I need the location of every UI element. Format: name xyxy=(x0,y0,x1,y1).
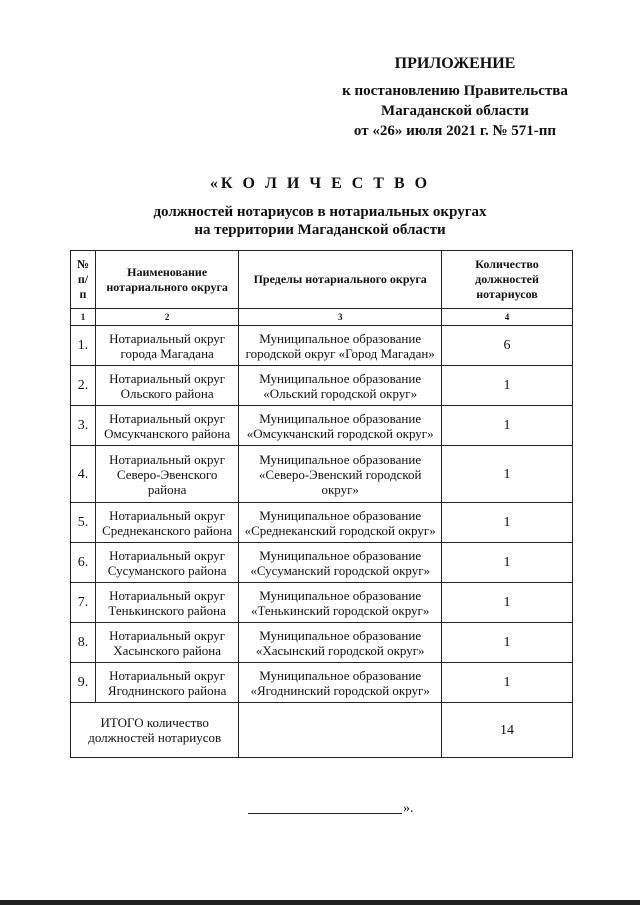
row-num: 4. xyxy=(71,446,96,503)
scan-bottom-edge xyxy=(0,900,640,905)
col-number: 3 xyxy=(239,309,442,326)
closing-quote: ». xyxy=(403,801,414,816)
row-count: 6 xyxy=(442,326,573,366)
notary-table xyxy=(70,250,573,758)
row-count: 1 xyxy=(442,366,573,406)
header-count: Количество должностей нотариусов xyxy=(442,251,573,309)
table-row xyxy=(71,623,573,663)
row-count: 1 xyxy=(442,446,573,503)
col-number: 4 xyxy=(442,309,573,326)
row-count: 1 xyxy=(442,583,573,623)
signature-line xyxy=(248,813,402,814)
row-num: 6. xyxy=(71,543,96,583)
row-name: Нотариальный округ Тенькинского района xyxy=(95,583,238,623)
appendix-line-2: Магаданской области xyxy=(381,103,529,119)
row-count: 1 xyxy=(442,543,573,583)
row-limits: Муниципальное образование «Ягоднинский городской округ» xyxy=(239,663,442,703)
row-num: 3. xyxy=(71,406,96,446)
table-row xyxy=(71,366,573,406)
col-number: 2 xyxy=(95,309,238,326)
row-name: Нотариальный округ Ольского района xyxy=(95,366,238,406)
row-num: 9. xyxy=(71,663,96,703)
title-heading: «К О Л И Ч Е С Т В О xyxy=(209,175,431,192)
row-name: Нотариальный округ Хасынского района xyxy=(95,623,238,663)
row-limits: Муниципальное образование «Тенькинский городской округ» xyxy=(239,583,442,623)
row-num: 2. xyxy=(71,366,96,406)
appendix-line-1: к постановлению Правительства xyxy=(342,83,568,99)
row-num: 7. xyxy=(71,583,96,623)
total-label: ИТОГО количество должностей нотариусов xyxy=(71,703,239,758)
row-count: 1 xyxy=(442,663,573,703)
row-name: Нотариальный округ Северо-Эвенского района xyxy=(95,446,238,503)
header-num: № п/п xyxy=(71,251,96,309)
row-count: 1 xyxy=(442,623,573,663)
total-empty-cell xyxy=(239,703,442,758)
row-num: 1. xyxy=(71,326,96,366)
row-limits: Муниципальное образование городской округ «Город Магадан» xyxy=(239,326,442,366)
row-limits: Муниципальное образование «Хасынский городской округ» xyxy=(239,623,442,663)
table-row xyxy=(71,503,573,543)
row-name: Нотариальный округ Сусуманского района xyxy=(95,543,238,583)
total-count: 14 xyxy=(442,703,573,758)
row-num: 8. xyxy=(71,623,96,663)
table-row xyxy=(71,663,573,703)
appendix-line-3: от «26» июля 2021 г. № 571-пп xyxy=(353,123,557,139)
table-row xyxy=(71,583,573,623)
appendix-title: ПРИЛОЖЕНИЕ xyxy=(394,55,516,72)
row-name: Нотариальный округ Омсукчанского района xyxy=(95,406,238,446)
header-limits: Пределы нотариального округа xyxy=(239,251,442,309)
row-name: Нотариальный округ Среднеканского района xyxy=(95,503,238,543)
table-row xyxy=(71,326,573,366)
row-limits: Муниципальное образование «Северо-Эвенский городской округ» xyxy=(239,446,442,503)
row-name: Нотариальный округ города Магадана xyxy=(95,326,238,366)
row-count: 1 xyxy=(442,503,573,543)
document-title xyxy=(70,175,570,239)
header-name: Наименование нотариального округа xyxy=(95,251,238,309)
table-row xyxy=(71,543,573,583)
appendix-block xyxy=(300,54,610,141)
row-limits: Муниципальное образование «Ольский городской округ» xyxy=(239,366,442,406)
row-limits: Муниципальное образование «Омсукчанский городской округ» xyxy=(239,406,442,446)
row-num: 5. xyxy=(71,503,96,543)
table-row xyxy=(71,406,573,446)
title-subtitle-1: должностей нотариусов в нотариальных округах xyxy=(153,204,487,220)
row-name: Нотариальный округ Ягоднинского района xyxy=(95,663,238,703)
row-limits: Муниципальное образование «Сусуманский городской округ» xyxy=(239,543,442,583)
title-subtitle-2: на территории Магаданской области xyxy=(194,222,446,238)
table-header-row xyxy=(71,251,573,309)
total-row xyxy=(71,703,573,758)
column-number-row xyxy=(71,309,573,326)
table-row xyxy=(71,446,573,503)
row-count: 1 xyxy=(442,406,573,446)
row-limits: Муниципальное образование «Среднеканский городской округ» xyxy=(239,503,442,543)
col-number: 1 xyxy=(71,309,96,326)
